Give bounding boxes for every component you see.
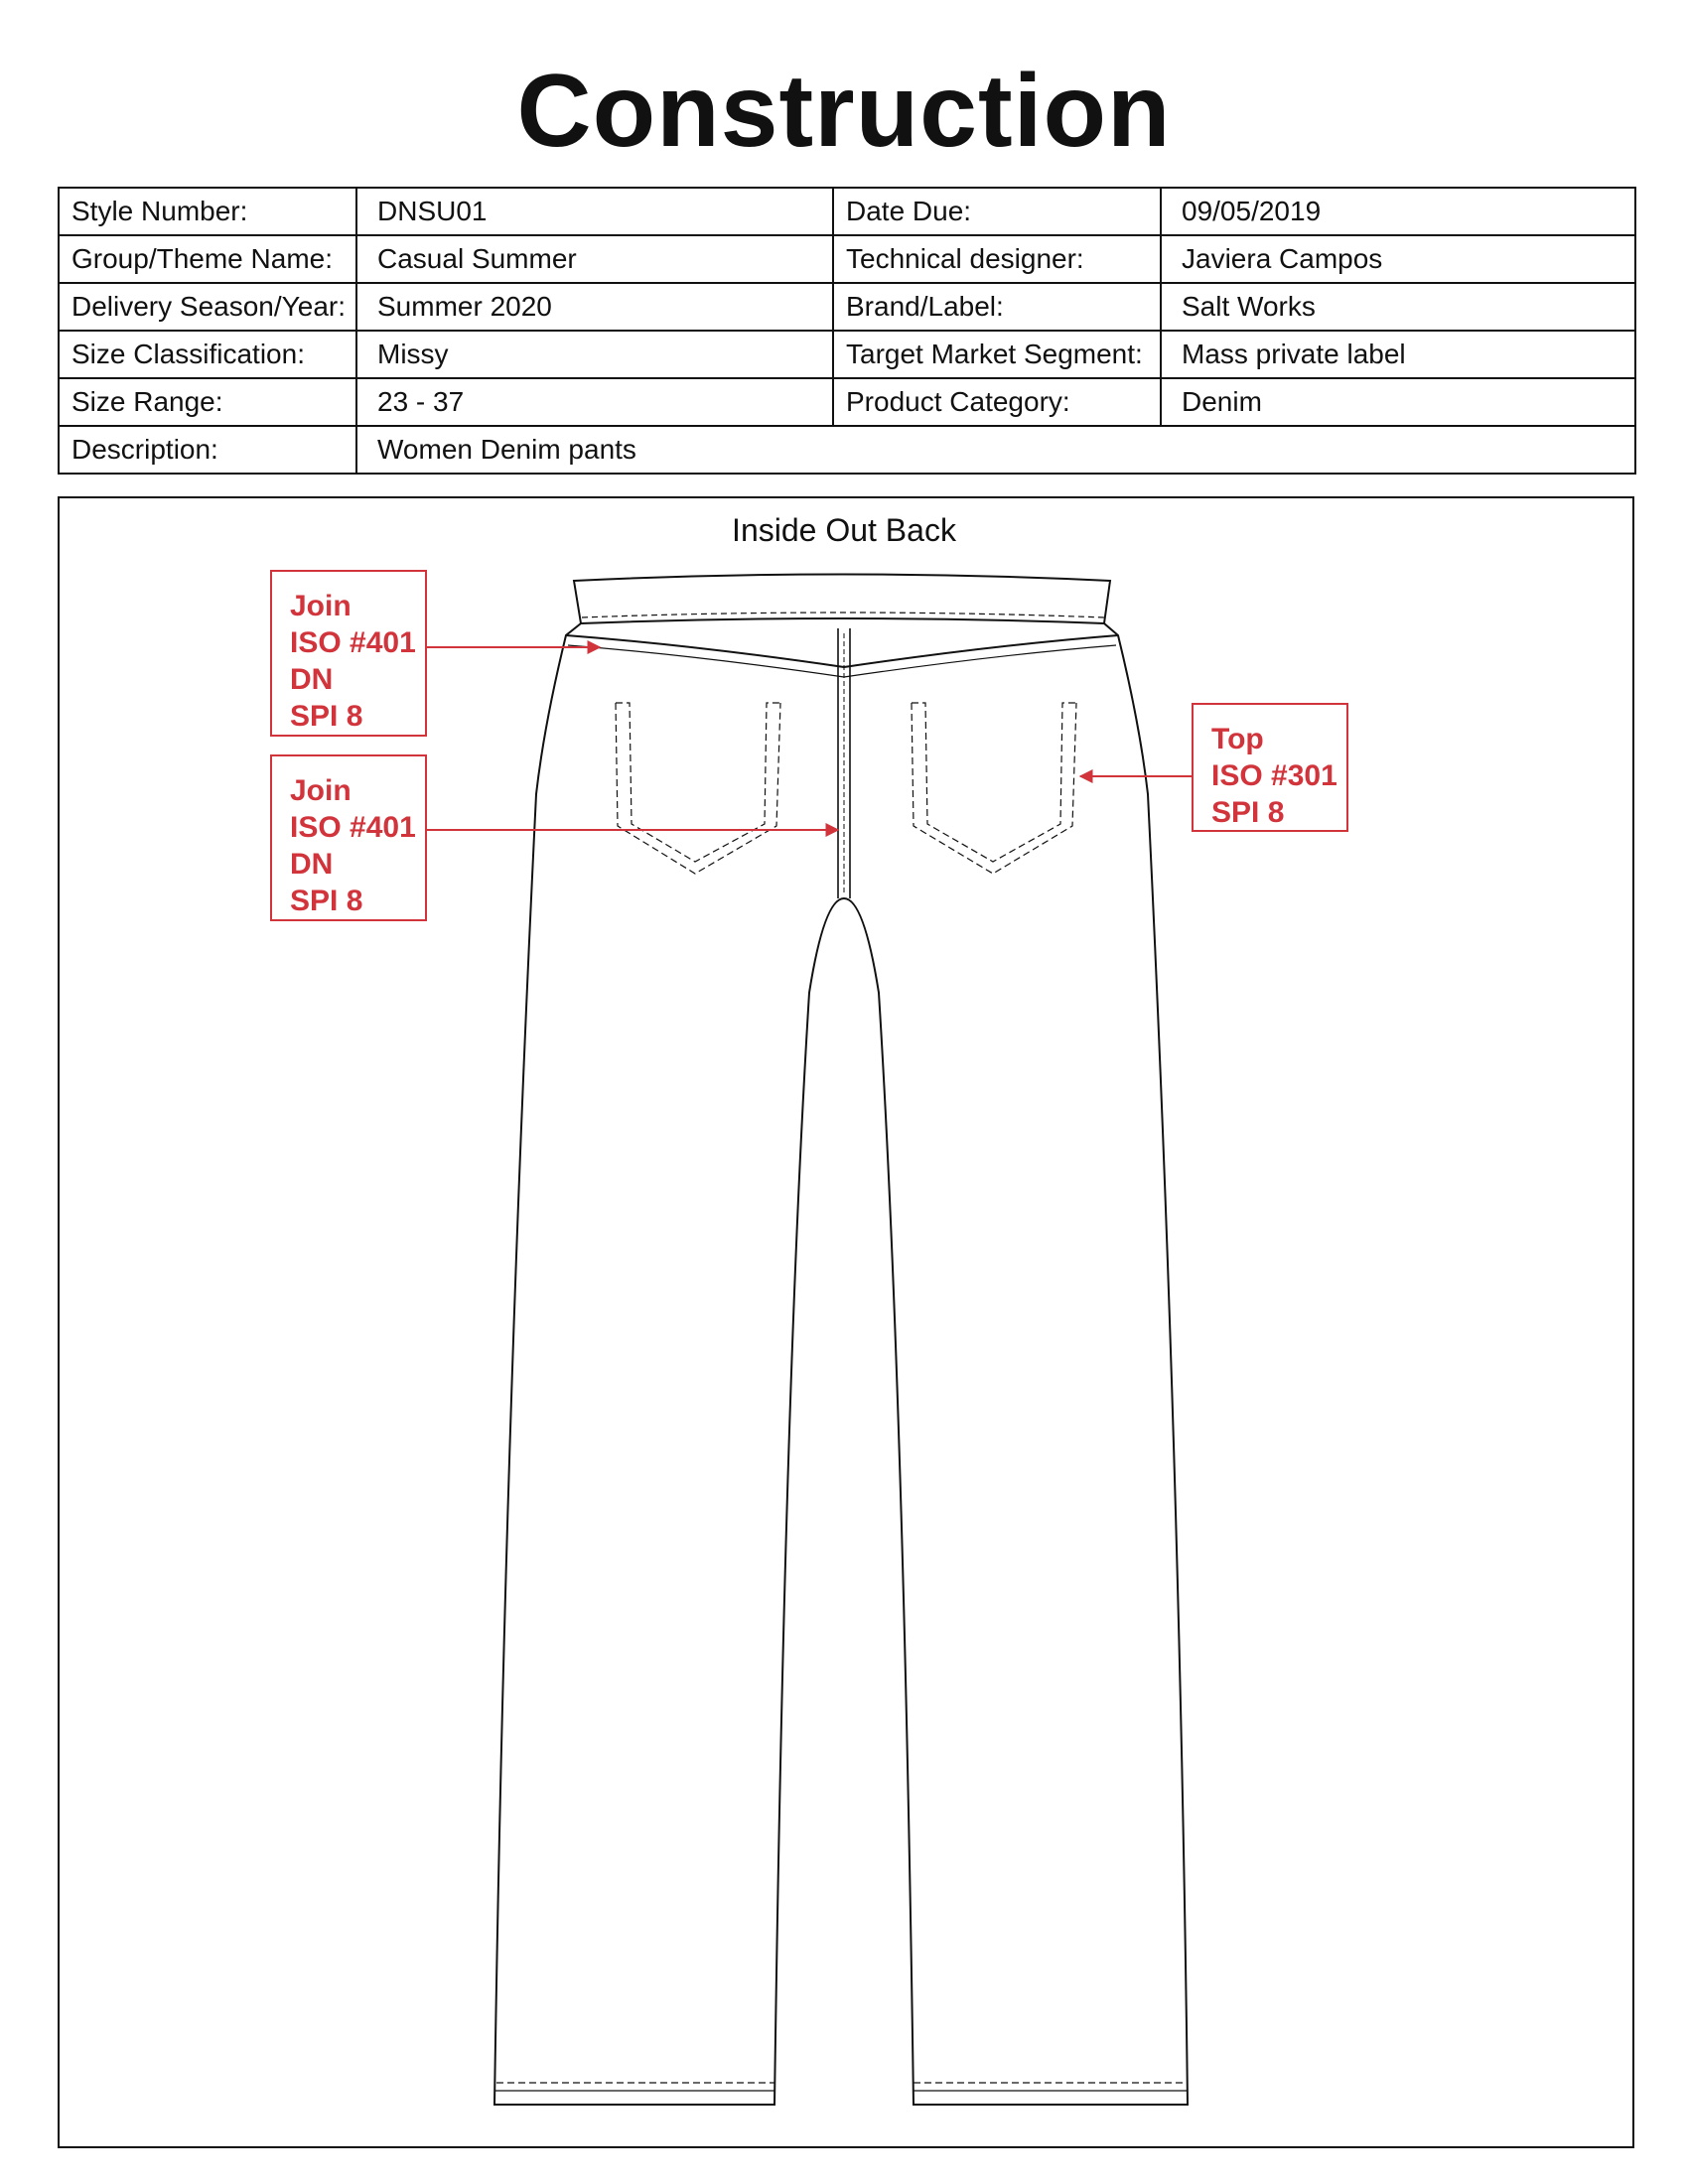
- spec-label: Product Category:: [833, 378, 1161, 426]
- pants-outline: [494, 623, 1188, 2105]
- spec-value: Salt Works: [1161, 283, 1635, 331]
- callout-pocket-topstitch: [1192, 703, 1348, 832]
- callout-line: ISO #401: [290, 811, 416, 844]
- spec-value: Summer 2020: [356, 283, 833, 331]
- spec-label: Description:: [59, 426, 356, 474]
- callout-waist-seam: [270, 570, 427, 737]
- callout-line: SPI 8: [1211, 796, 1285, 829]
- page-title: Construction: [516, 54, 1172, 169]
- callout-line: SPI 8: [290, 885, 363, 917]
- spec-label: Group/Theme Name:: [59, 235, 356, 283]
- yoke-seam-stitch: [568, 645, 1116, 677]
- spec-value: Missy: [356, 331, 833, 378]
- callout-line: ISO #301: [1211, 759, 1337, 792]
- right-pocket: [912, 703, 1076, 874]
- waistband: [574, 575, 1110, 624]
- callout-line: Join: [290, 774, 352, 807]
- spec-label: Brand/Label:: [833, 283, 1161, 331]
- description-value: Women Denim pants: [356, 426, 1635, 474]
- spec-label: Date Due:: [833, 188, 1161, 235]
- callout-line: Top: [1211, 723, 1264, 755]
- spec-value: 09/05/2019: [1161, 188, 1635, 235]
- spec-label: Technical designer:: [833, 235, 1161, 283]
- callout-line: DN: [290, 848, 334, 881]
- callout-line: ISO #401: [290, 626, 416, 659]
- spec-label: Target Market Segment:: [833, 331, 1161, 378]
- yoke-seam: [566, 635, 1118, 667]
- spec-value: Casual Summer: [356, 235, 833, 283]
- spec-value: DNSU01: [356, 188, 833, 235]
- spec-label: Style Number:: [59, 188, 356, 235]
- callout-center-seam: [270, 754, 427, 921]
- left-pocket: [616, 703, 780, 874]
- view-label: Inside Out Back: [732, 512, 956, 548]
- spec-label: Size Classification:: [59, 331, 356, 378]
- spec-value: Javiera Campos: [1161, 235, 1635, 283]
- spec-value: 23 - 37: [356, 378, 833, 426]
- callout-line: DN: [290, 663, 334, 696]
- spec-label: Delivery Season/Year:: [59, 283, 356, 331]
- callout-line: Join: [290, 590, 352, 622]
- callout-line: SPI 8: [290, 700, 363, 733]
- spec-value: Denim: [1161, 378, 1635, 426]
- spec-value: Mass private label: [1161, 331, 1635, 378]
- spec-label: Size Range:: [59, 378, 356, 426]
